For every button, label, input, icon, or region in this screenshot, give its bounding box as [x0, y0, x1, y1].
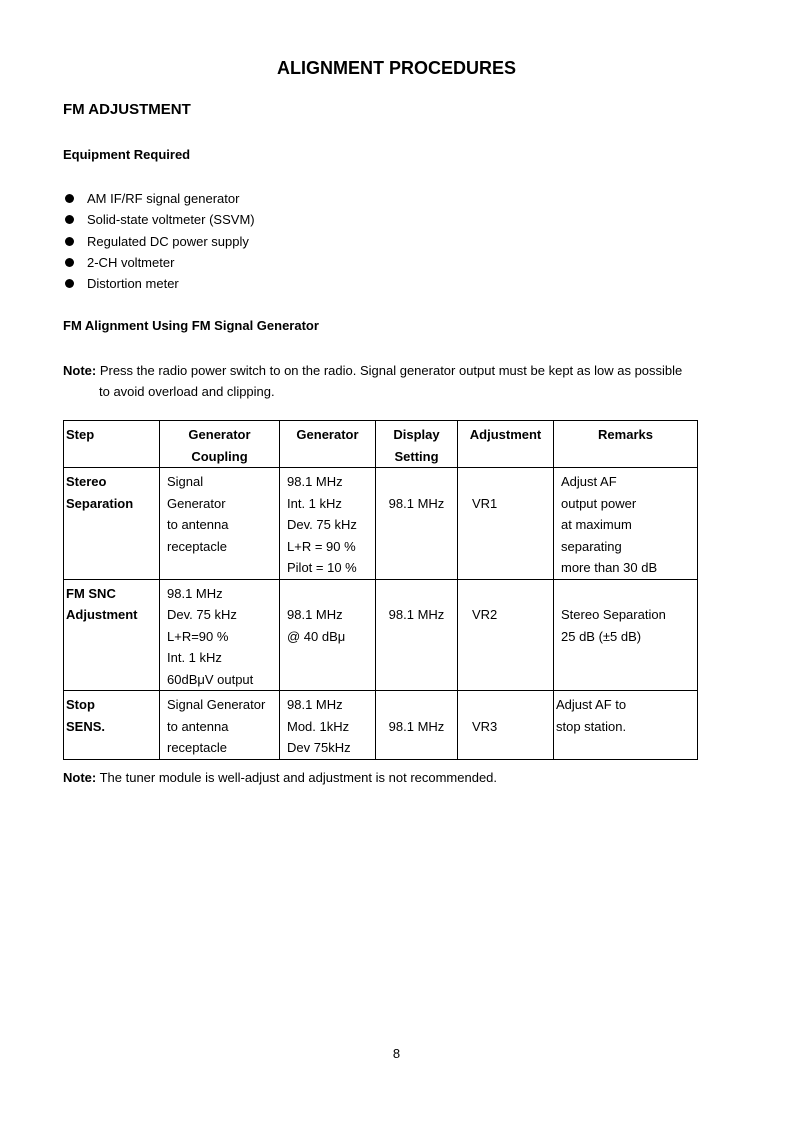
bullet-icon [65, 215, 74, 224]
header-remarks: Remarks [554, 421, 698, 468]
bullet-icon [65, 279, 74, 288]
header-adjustment: Adjustment [458, 421, 554, 468]
header-display-setting: Display Setting [376, 421, 458, 468]
cell-adjustment: VR1 [458, 468, 554, 580]
note-footer: Note: The tuner module is well-adjust and adjustment is not recommended. [63, 770, 498, 785]
list-item: Solid-state voltmeter (SSVM) [63, 209, 255, 230]
bullet-icon [65, 258, 74, 267]
cell-coupling: 98.1 MHz Dev. 75 kHz L+R=90 % Int. 1 kHz 60dBμV output [160, 579, 280, 691]
table-header-row [64, 421, 698, 468]
equipment-heading: Equipment Required [63, 147, 191, 162]
cell-generator: 98.1 MHz @ 40 dBμ [280, 579, 376, 691]
header-generator: Generator [280, 421, 376, 468]
cell-generator: 98.1 MHz Int. 1 kHz Dev. 75 kHz L+R = 90 % Pilot = 10 % [280, 468, 376, 580]
list-item: Regulated DC power supply [63, 231, 255, 252]
cell-step: Stereo Separation [64, 468, 160, 580]
cell-generator: 98.1 MHz Mod. 1kHz Dev 75kHz [280, 691, 376, 760]
cell-adjustment: VR2 [458, 579, 554, 691]
note-label: Note: [63, 770, 97, 785]
table-row [64, 691, 698, 760]
cell-display: 98.1 MHz [376, 691, 458, 760]
alignment-heading: FM Alignment Using FM Signal Generator [63, 318, 319, 333]
equipment-list [63, 188, 255, 294]
cell-remarks: Adjust AF to stop station. [554, 691, 698, 760]
cell-display: 98.1 MHz [376, 468, 458, 580]
section-title: FM ADJUSTMENT [63, 101, 191, 118]
header-step: Step [64, 421, 160, 468]
table-row [64, 579, 698, 691]
table-row [64, 468, 698, 580]
note-label: Note: [63, 363, 97, 378]
cell-coupling: Signal Generator to antenna receptacle [160, 691, 280, 760]
alignment-table [63, 420, 698, 760]
cell-adjustment: VR3 [458, 691, 554, 760]
bullet-icon [65, 194, 74, 203]
cell-step: Stop SENS. [64, 691, 160, 760]
bullet-icon [65, 237, 74, 246]
list-item: 2-CH voltmeter [63, 252, 255, 273]
cell-remarks: Adjust AF output power at maximum separating more than 30 dB [554, 468, 698, 580]
page-number: 8 [392, 1046, 401, 1061]
header-generator-coupling: Generator Coupling [160, 421, 280, 468]
list-item: Distortion meter [63, 273, 255, 294]
list-item: AM IF/RF signal generator [63, 188, 255, 209]
cell-coupling: Signal Generator to antenna receptacle [160, 468, 280, 580]
page-title: ALIGNMENT PROCEDURES [276, 58, 516, 78]
cell-display: 98.1 MHz [376, 579, 458, 691]
note-paragraph: Note: Press the radio power switch to on the radio. Signal generator output must be kept as low as possible to avoid overload and clipping. [63, 363, 683, 399]
cell-step: FM SNC Adjustment [64, 579, 160, 691]
cell-remarks: Stereo Separation 25 dB (±5 dB) [554, 579, 698, 691]
